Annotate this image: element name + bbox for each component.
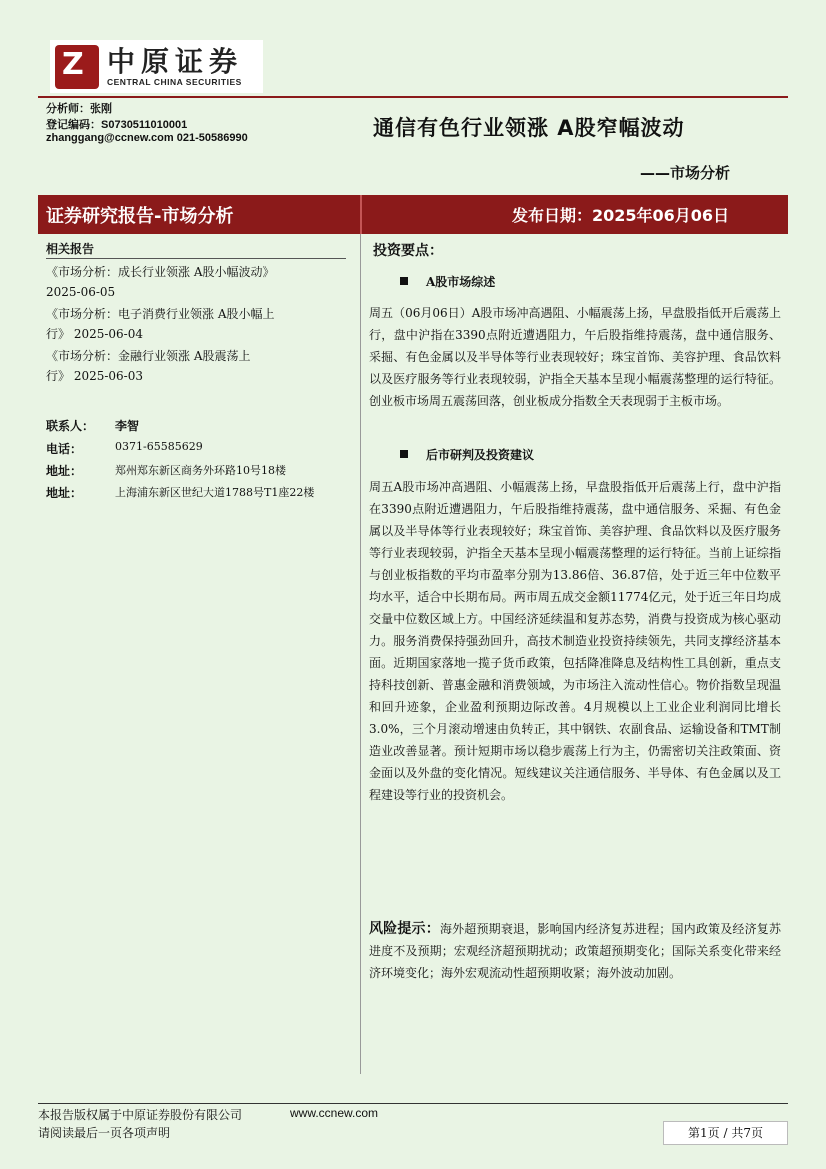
analyst-name: 分析师：张刚 bbox=[46, 103, 112, 115]
risk-text: 海外超预期衰退，影响国内经济复苏进程；国内政策及经济复苏进度不及预期；宏观经济超预期扰动；政策超预期变化；国际关系变化带来经济环境变化；海外宏观流动性超预期收紧；海外波动加剧。 bbox=[369, 922, 781, 980]
website-link[interactable]: www.ccnew.com bbox=[290, 1106, 379, 1120]
logo-mark-icon: Z bbox=[55, 45, 99, 89]
address-zhengzhou: 郑州郑东新区商务外环路10号18楼 bbox=[115, 464, 286, 477]
related-divider bbox=[46, 258, 346, 259]
risk-label: 风险提示： bbox=[369, 921, 440, 937]
bullet-square-icon bbox=[400, 277, 408, 285]
banner-divider bbox=[360, 195, 362, 234]
disclaimer-notice: 请阅读最后一页各项声明 bbox=[38, 1126, 171, 1140]
publish-date: 发布日期：2025年06月06日 bbox=[512, 206, 730, 225]
header-divider bbox=[38, 96, 788, 98]
footer-divider bbox=[38, 1103, 788, 1104]
address-label: 地址： bbox=[46, 464, 83, 478]
report-subtitle: ——市场分析 bbox=[640, 164, 731, 182]
address-shanghai: 上海浦东新区世纪大道1788号T1座22楼 bbox=[115, 486, 315, 499]
contact-person: 李智 bbox=[115, 419, 140, 433]
report-title: 通信有色行业领涨 A股窄幅波动 bbox=[373, 116, 685, 140]
report-category: 证券研究报告-市场分析 bbox=[46, 206, 234, 227]
bullet-square-icon bbox=[400, 450, 408, 458]
market-review-paragraph: 周五（06月06日）A股市场冲高遇阻、小幅震荡上扬，早盘股指低开后震荡上行，盘中沪指在3390点附近遭遇阻力，午后股指维持震荡，盘中通信服务、采掘、有色金属以及半导体等行业表现较好；珠宝首饰、美容护理、食品饮料以及医疗服务等行业表现较弱，沪指全天基本呈现小幅震荡整理的运行特征。创业板市场周五震荡回落，创业板成分指数全天表现弱于主板市场。 bbox=[369, 306, 781, 408]
phone-label: 电话： bbox=[46, 442, 83, 456]
outlook-paragraph: 周五A股市场冲高遇阻、小幅震荡上扬，早盘股指低开后震荡上行，盘中沪指在3390点附近遭遇阻力，午后股指维持震荡，盘中通信服务、采掘、有色金属以及半导体等行业表现较好；珠宝首饰、美容护理、食品饮料以及医疗服务等行业表现较弱，沪指全天基本呈现小幅震荡整理的运行特征。当前上证综指与创业板指数的平均市盈率分别为13.86倍、36.87倍，处于近三年中位数平均水平，适合中长期布局。两市周五成交金额11774亿元，处于近三年日均成交量中位数区域上方。中国经济延续温和复苏态势，消费与投资成为核心驱动力。服务消费保持强劲回升，高技术制造业投资持续领先，共同支撑经济基本面。近期国家落地一揽子货币政策，包括降准降息及结构性工具创新，重点支持科技创新、普惠金融和消费领域，为市场注入流动性信心。物价指数呈现温和回升迹象，企业盈利预期边际改善。4月规模以上工业企业利润同比增长3.0%，三个月滚动增速由负转正，其中钢铁、农副食品、运输设备和TMT制造业改善显著。预计短期市场以稳步震荡上行为主，仍需密切关注政策面、资金面以及外盘的变化情况。短线建议关注通信服务、半导体、有色金属以及工程建设等行业的投资机会。 bbox=[369, 480, 781, 802]
contact-person-label: 联系人： bbox=[46, 419, 95, 433]
section-heading-market-review: A股市场综述 bbox=[400, 273, 495, 290]
logo-english-name: CENTRAL CHINA SECURITIES bbox=[107, 76, 242, 87]
related-report-item[interactable]: 《市场分析：成长行业领涨 A股小幅波动》 2025-06-05 bbox=[46, 265, 275, 299]
related-report-item[interactable]: 《市场分析：金融行业领涨 A股震荡上 行》 2025-06-03 bbox=[46, 349, 251, 383]
investment-points-heading: 投资要点： bbox=[373, 243, 443, 259]
logo-chinese-name: 中原证券 bbox=[107, 44, 244, 78]
phone-number: 0371-65585629 bbox=[115, 440, 203, 453]
copyright-notice: 本报告版权属于中原证券股份有限公司 bbox=[38, 1108, 243, 1122]
address-label: 地址： bbox=[46, 486, 83, 500]
analyst-contact: zhanggang@ccnew.com 021-50586990 bbox=[46, 132, 248, 144]
section-heading-outlook: 后市研判及投资建议 bbox=[400, 446, 534, 463]
registration-code: 登记编码：S0730511010001 bbox=[46, 119, 188, 131]
company-logo bbox=[50, 40, 263, 93]
page-indicator: 第1页 / 共7页 bbox=[663, 1121, 788, 1145]
related-report-item[interactable]: 《市场分析：电子消费行业领涨 A股小幅上 行》 2025-06-04 bbox=[46, 307, 275, 341]
risk-warning bbox=[369, 918, 781, 984]
column-divider bbox=[360, 234, 361, 1074]
related-reports-heading: 相关报告 bbox=[46, 242, 95, 256]
